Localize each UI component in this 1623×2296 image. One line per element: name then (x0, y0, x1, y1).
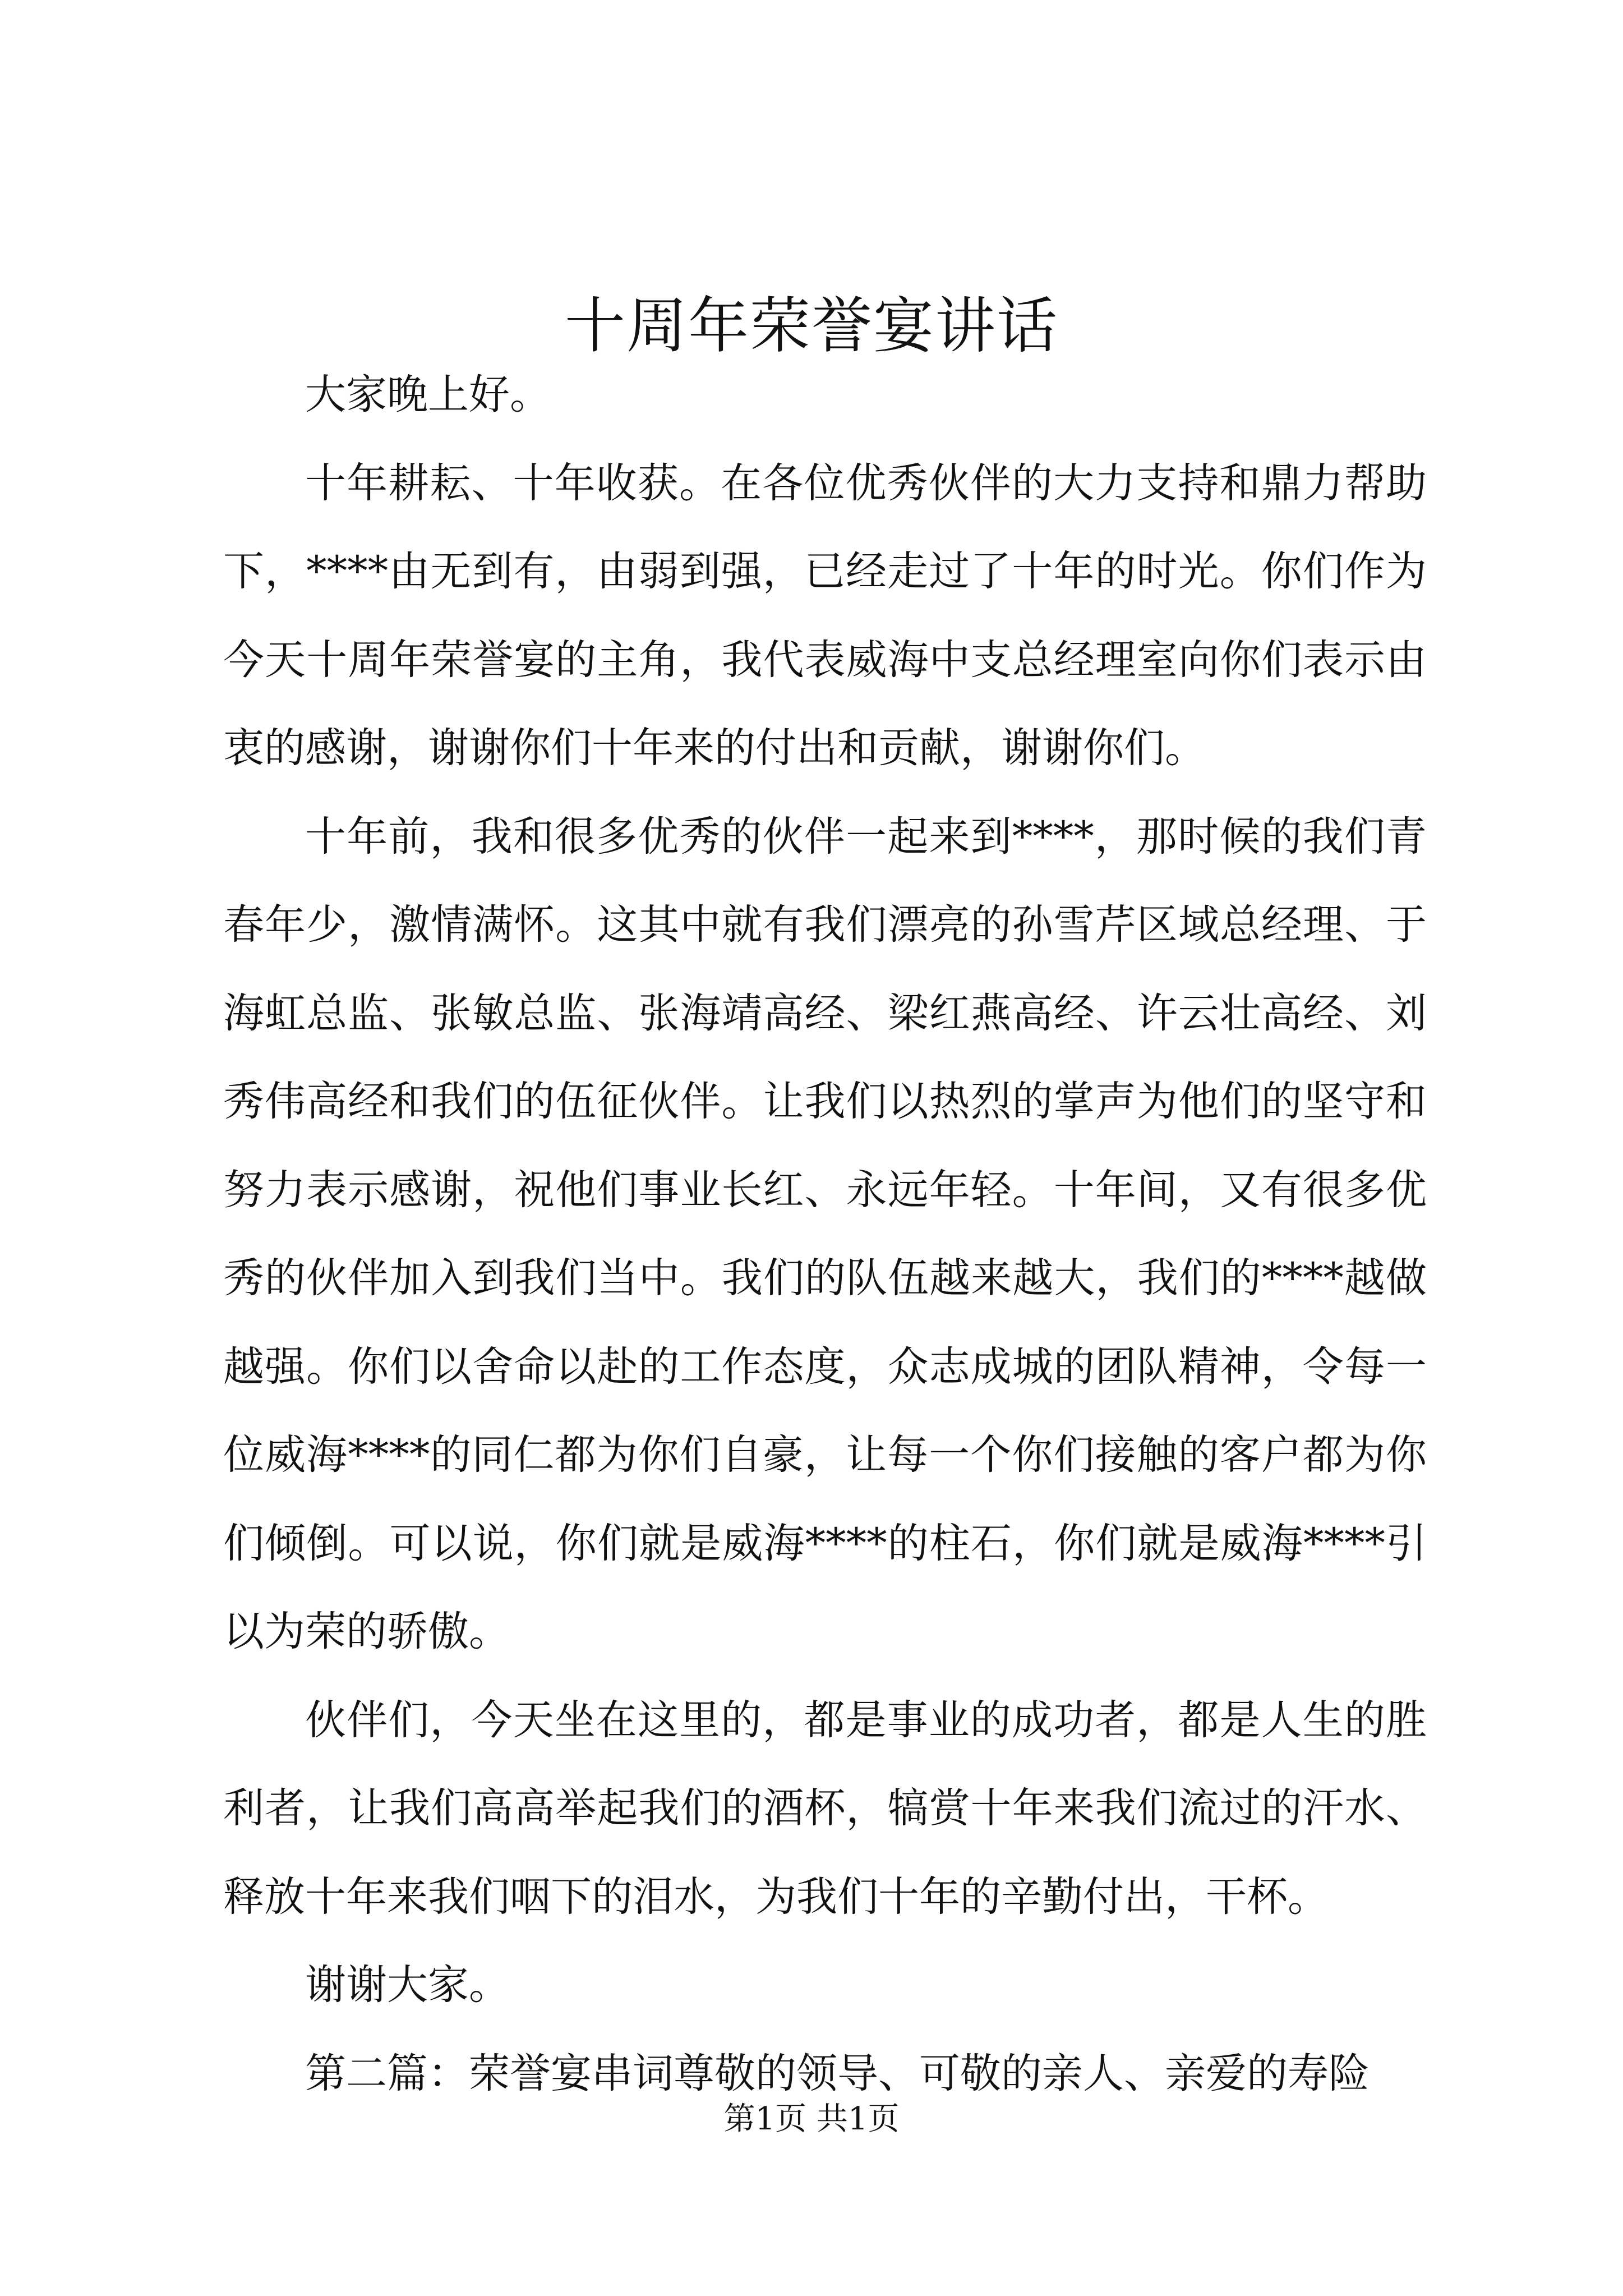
paragraph-closing: 谢谢大家。 (305, 1961, 510, 2009)
page-footer: 第1页 共1页 (723, 2101, 900, 2137)
paragraph-thanks: 十年耕耘、十年收获。在各位优秀伙伴的大力支持和鼎力帮助下，****由无到有，由弱到强，已经走过了十年的时光。你们作为今天十周年荣誉宴的主角，我代表威海中支总经理室向你们表示由衷的感谢，谢谢你们十年来的付出和贡献，谢谢你们。 (223, 459, 1427, 772)
paragraph-second-part: 第二篇：荣誉宴串词尊敬的领导、可敬的亲人、亲爱的寿险 (305, 2049, 1370, 2097)
paragraph-history: 十年前，我和很多优秀的伙伴一起来到****，那时候的我们青春年少，激情满怀。这其中就有我们漂亮的孙雪芹区域总经理、于海虹总监、张敏总监、张海靖高经、梁红燕高经、许云壮高经、刘秀伟高经和我们的伍征伙伴。让我们以热烈的掌声为他们的坚守和努力表示感谢，祝他们事业长红、永远年轻。十年间，又有很多优秀的伙伴加入到我们当中。我们的队伍越来越大，我们的****越做越强。你们以舍命以赴的工作态度，众志成城的团队精神，令每一位威海****的同仁都为你们自豪，让每一个你们接触的客户都为你们倾倒。可以说，你们就是威海****的柱石，你们就是威海****引以为荣的骄傲。 (223, 812, 1427, 1655)
paragraph-toast: 伙伴们，今天坐在这里的，都是事业的成功者，都是人生的胜利者，让我们高高举起我们的酒杯，犒赏十年来我们流过的汗水、释放十年来我们咽下的泪水，为我们十年的辛勤付出，干杯。 (223, 1696, 1427, 1921)
document-body (223, 351, 1427, 2118)
document-title: 十周年荣誉宴讲话 (564, 291, 1058, 361)
paragraph-greeting: 大家晚上好。 (305, 371, 551, 418)
